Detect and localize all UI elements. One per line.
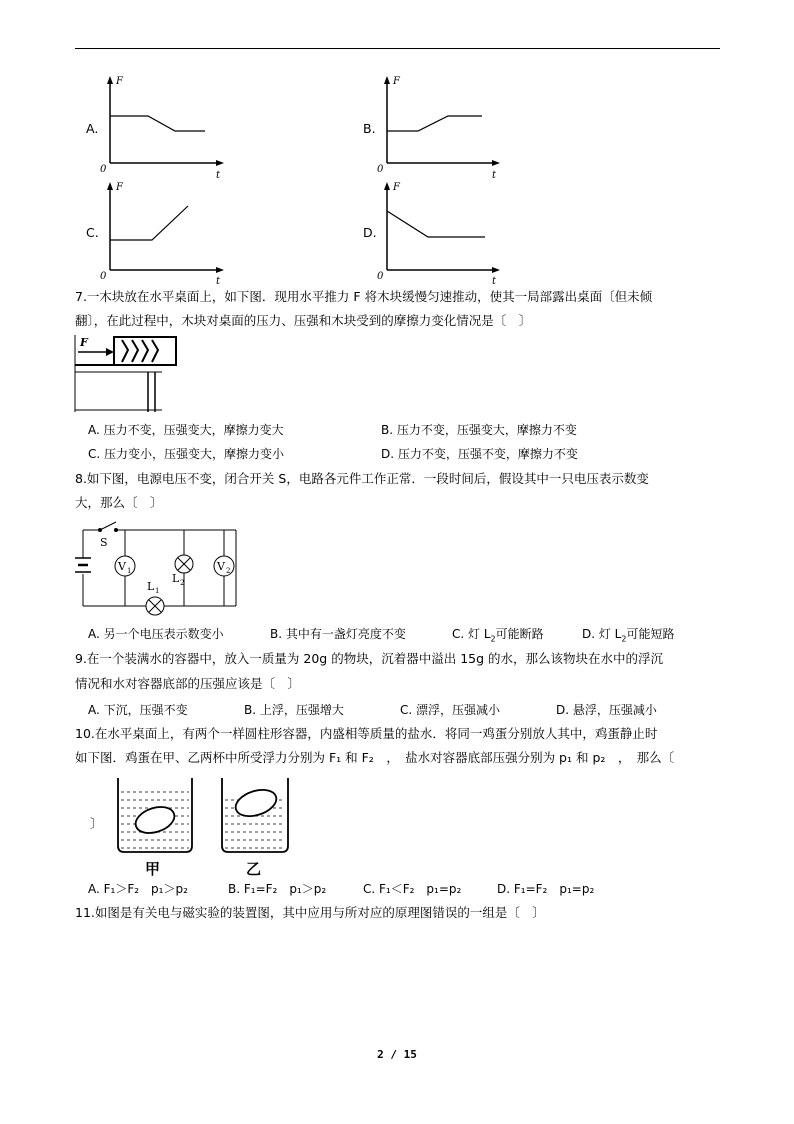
graph-d-origin: 0 <box>377 271 384 282</box>
q8-l2-sub: 2 <box>180 579 185 587</box>
graph-c-label: C. <box>86 225 99 240</box>
graph-c-y: F <box>116 182 123 193</box>
graph-a-y: F <box>116 76 123 87</box>
graph-c-origin: 0 <box>100 271 107 282</box>
graph-d-x: t <box>492 276 497 287</box>
q8-l1-sub: 1 <box>155 587 160 595</box>
graph-b-label: B. <box>363 121 376 136</box>
q8-v2-sub: 2 <box>226 567 231 575</box>
q10-line1: 10.在水平桌面上，有两个一样圆柱形容器，内盛相等质量的盐水．将同一鸡蛋分别放人其中，鸡蛋静止时 <box>75 726 658 741</box>
q8-line2: 大，那么〔 〕 <box>75 495 163 510</box>
q9-line2: 情况和水对容器底部的压强应该是〔 〕 <box>75 676 301 691</box>
q7-force-label: F <box>80 336 88 349</box>
graph-d-label: D. <box>363 225 377 240</box>
q8-option-d[interactable]: D. 灯 $L_2$可能短路 <box>582 627 675 644</box>
q9-option-b[interactable]: B. 上浮，压强增大 <box>244 703 344 717</box>
q7-line1: 7.一木块放在水平桌面上，如下图．现用水平推力 F 将木块缓慢匀速推动，使其一局部露出桌面〔但未倾 <box>75 289 653 304</box>
q8-option-b[interactable]: B. 其中有一盏灯亮度不变 <box>270 627 406 641</box>
q7-line2: 翻〕，在此过程中，木块对桌面的压力、压强和木块受到的摩擦力变化情况是〔 〕 <box>75 313 532 328</box>
q8-v1-label: V <box>118 560 126 573</box>
graph-b-y: F <box>393 76 400 87</box>
q9-option-d[interactable]: D. 悬浮，压强减小 <box>556 703 657 717</box>
graph-a-origin: 0 <box>100 164 107 175</box>
q8-l2-label: L <box>172 572 180 585</box>
graph-b-x: t <box>492 170 497 181</box>
q9-option-a[interactable]: A. 下沉，压强不变 <box>88 703 188 717</box>
q7-option-d[interactable]: D. 压力不变，压强不变，摩擦力不变 <box>381 447 578 461</box>
graph-c-x: t <box>216 276 221 287</box>
q9-option-c[interactable]: C. 漂浮，压强减小 <box>400 703 501 717</box>
q8-line1: 8.如下图，电源电压不变，闭合开关 S，电路各元件工作正常．一段时间后，假设其中一只电压表示数变 <box>75 471 649 486</box>
q7-option-b[interactable]: B. 压力不变，压强变大，摩擦力不变 <box>381 423 577 437</box>
q7-option-a[interactable]: A. 压力不变，压强变大，摩擦力变大 <box>88 423 284 437</box>
page-number: 2 / 15 <box>377 1048 417 1061</box>
q10-option-c[interactable]: C. F₁＜F₂ p₁=p₂ <box>363 882 462 896</box>
q10-option-b[interactable]: B. F₁=F₂ p₁＞p₂ <box>228 882 327 896</box>
graph-b-origin: 0 <box>377 164 384 175</box>
q9-line1: 9.在一个装满水的容器中，放入一质量为 20g 的物块，沉着器中溢出 15g 的水，那么该物块在水中的浮沉 <box>75 651 664 666</box>
q10-line2: 如下图．鸡蛋在甲、乙两杯中所受浮力分别为 F₁ 和 F₂ ， 盐水对容器底部压强分别为 p₁ 和 p₂ ， 那么〔 <box>75 750 675 765</box>
q10-option-d[interactable]: D. F₁=F₂ p₁=p₂ <box>497 882 595 896</box>
q8-option-a[interactable]: A. 另一个电压表示数变小 <box>88 627 224 641</box>
q8-l1-label: L <box>147 580 155 593</box>
q10-cup1-label: 甲 <box>145 860 161 878</box>
graph-a-x: t <box>216 170 221 181</box>
q8-switch-label: S <box>100 536 108 549</box>
q10-line3: 〕 <box>90 816 103 831</box>
q10-option-a[interactable]: A. F₁＞F₂ p₁＞p₂ <box>88 882 188 896</box>
q11-line1: 11.如图是有关电与磁实验的装置图，其中应用与所对应的原理图错误的一组是〔 〕 <box>75 905 545 920</box>
graph-a-label: A. <box>86 121 99 136</box>
q10-cup2-label: 乙 <box>246 860 262 878</box>
q8-v1-sub: 1 <box>127 567 132 575</box>
q7-option-c[interactable]: C. 压力变小，压强变大，摩擦力变小 <box>88 447 285 461</box>
q8-option-c[interactable]: C. 灯 $L_2$可能断路 <box>452 627 544 644</box>
q8-v2-label: V <box>217 560 225 573</box>
graph-d-y: F <box>393 182 400 193</box>
